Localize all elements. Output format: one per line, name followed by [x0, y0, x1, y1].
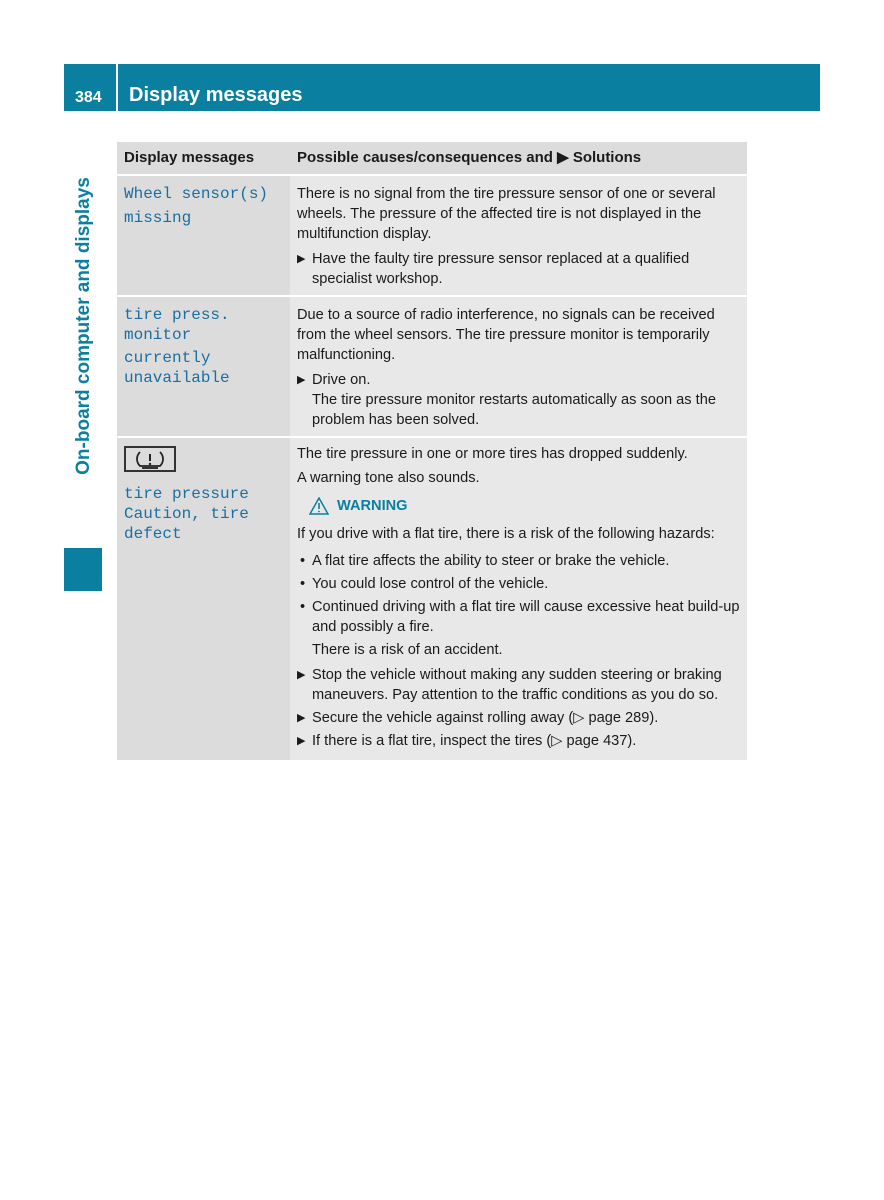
message-line: tire pressure	[124, 485, 249, 503]
solution-step	[297, 665, 741, 705]
list-item: • You could lose control of the vehicle.	[300, 576, 549, 592]
message-line: missing	[124, 209, 192, 227]
step-arrow-icon: ▶	[297, 374, 306, 386]
cause-cell	[290, 438, 747, 760]
warning-intro: If you drive with a flat tire, there is a risk of the following hazards:	[297, 526, 715, 542]
hazard-note: There is a risk of an accident.	[312, 642, 503, 658]
list-item: • Continued driving with a flat tire will cause excessive heat build-up and possibly a fire. There is a risk of an accident.	[300, 599, 740, 658]
page-number: 384	[75, 89, 102, 106]
solution-step	[297, 370, 741, 430]
warning-triangle-icon	[309, 497, 329, 515]
cause-text: Due to a source of radio interference, no signals can be received from the wheel sensors. The tire pressure monitor is temporarily malfunctioning.	[297, 307, 715, 363]
message-cell	[117, 176, 290, 295]
hazard-list	[297, 551, 741, 660]
message-line: tire press. monitor	[124, 306, 230, 344]
page-number-box	[64, 64, 115, 111]
step-arrow-icon: ▶	[297, 669, 306, 681]
solution-step	[297, 249, 741, 289]
table-header-row	[117, 142, 747, 176]
cause-cell	[290, 176, 747, 295]
section-marker	[64, 548, 102, 591]
message-cell	[117, 297, 290, 436]
warning-label: WARNING	[337, 498, 408, 514]
tire-pressure-warning-icon	[124, 446, 176, 472]
solution-step	[297, 731, 741, 751]
tire-pressure-glyph	[133, 449, 167, 469]
step-text: Have the faulty tire pressure sensor replaced at a qualified specialist workshop.	[312, 251, 690, 287]
column-header-causes: Possible causes/consequences and ▶ Solutions	[290, 142, 747, 174]
table-row	[117, 176, 747, 297]
cause-cell	[290, 297, 747, 436]
message-line: defect	[124, 525, 182, 543]
cause-text: The tire pressure in one or more tires has dropped suddenly.	[297, 446, 688, 462]
step-arrow-icon: ▶	[297, 712, 306, 724]
display-messages-table	[117, 142, 747, 760]
step-text: Secure the vehicle against rolling away (▷ page 289).	[312, 710, 659, 726]
step-note: The tire pressure monitor restarts automatically as soon as the problem has been solved.	[312, 392, 716, 428]
message-line: unavailable	[124, 369, 230, 387]
page-header	[64, 64, 820, 111]
message-line: Wheel sensor(s)	[124, 185, 269, 203]
section-label-container	[66, 111, 102, 541]
message-line: Caution, tire	[124, 505, 249, 523]
step-arrow-icon: ▶	[297, 253, 306, 265]
column-header-messages: Display messages	[117, 142, 290, 174]
list-item: • A flat tire affects the ability to steer or brake the vehicle.	[300, 553, 670, 569]
cause-text: There is no signal from the tire pressure sensor of one or several wheels. The pressure of the affected tire is not displayed in the multifunction display.	[297, 186, 716, 242]
header-divider	[116, 64, 118, 111]
step-text: Stop the vehicle without making any sudden steering or braking maneuvers. Pay attention to the traffic conditions as you do so.	[312, 667, 722, 703]
section-label: On-board computer and displays	[73, 177, 94, 475]
warning-heading	[309, 496, 741, 516]
page-title: Display messages	[129, 84, 303, 106]
message-cell	[117, 438, 290, 760]
table-row	[117, 438, 747, 760]
message-line: currently	[124, 349, 211, 367]
cause-text: A warning tone also sounds.	[297, 470, 480, 486]
step-arrow-icon: ▶	[297, 735, 306, 747]
hazard-text: A flat tire affects the ability to steer or brake the vehicle.	[312, 553, 670, 569]
table-row	[117, 297, 747, 438]
solution-step	[297, 708, 741, 728]
hazard-text: You could lose control of the vehicle.	[312, 576, 549, 592]
hazard-text: Continued driving with a flat tire will cause excessive heat build-up and possibly a fire.	[312, 599, 740, 635]
step-text: Drive on.	[312, 372, 371, 388]
step-text: If there is a flat tire, inspect the tires (▷ page 437).	[312, 733, 637, 749]
section-sidebar	[64, 111, 102, 591]
